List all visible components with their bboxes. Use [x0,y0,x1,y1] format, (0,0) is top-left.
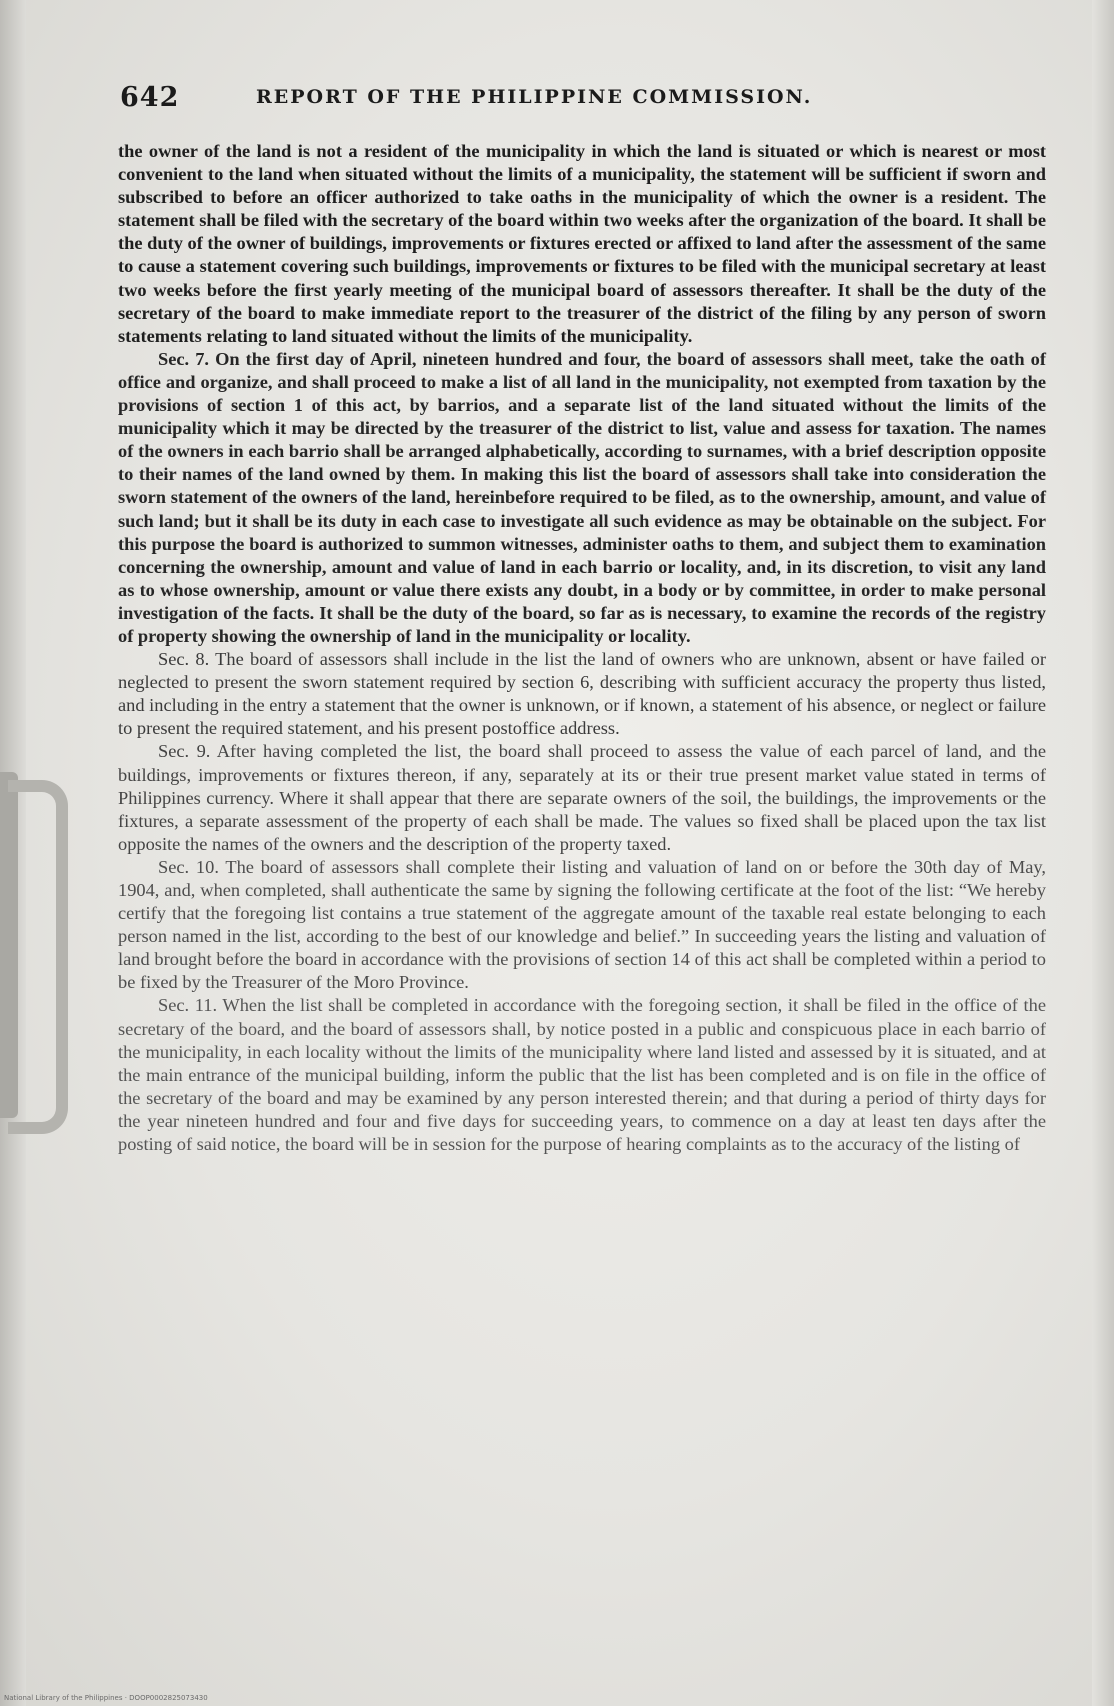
paragraph-section-7: Sec. 7. On the first day of April, nineteen hundred and four, the board of assessors shall meet, take the oath of office and organize, and shall proceed to make a list of all land in the municipality, not exempted from taxation by the provisions of section 1 of this act, by barrios, and a separate list of the land situated without the limits of the municipality which it may be directed by the treasurer of the district to list, value and assess for taxation. The names of the owners in each barrio shall be arranged alphabetically, according to surnames, with a brief description opposite to their names of the land owned by them. In making this list the board of assessors shall take into consideration the sworn statement of the owners of the land, hereinbefore required to be filed, as to the ownership, amount, and value of such land; but it shall be its duty in each case to investigate all such evidence as may be obtainable on the subject. For this purpose the board is authorized to summon witnesses, administer oaths to them, and subject them to examination concerning the ownership, amount and value of land in each barrio or locality, and, in its discretion, to visit any land as to whose ownership, amount or value there exists any doubt, in a body or by committee, in order to make personal investigation of the facts. It shall be the duty of the board, so far as is necessary, to examine the records of the registry of property showing the ownership of land in the municipality or locality. [118,348,1046,646]
page-header [118,80,1046,128]
binding-clip [8,780,68,1134]
paragraph-intro: the owner of the land is not a resident of the municipality in which the land is situated or which is nearest or most convenient to the land when situated without the limits of a municipality, the statement will be sufficient if sworn and subscribed to before an officer authorized to take oaths in the municipality of which the owner is a resident. The statement shall be filed with the secretary of the board within two weeks after the organization of the board. It shall be the duty of the owner of buildings, improvements or fixtures erected or affixed to land after the assessment of the same to cause a statement covering such buildings, improvements or fixtures to be filed with the municipal secretary at least two weeks before the first yearly meeting of the municipal board of assessors thereafter. It shall be the duty of the secretary of the board to make immediate report to the treasurer of the district of the filing by any person of sworn statements relating to land situated without the limits of the municipality. [118,141,1046,346]
paragraph-section-11: Sec. 11. When the list shall be completed in accordance with the foregoing section, it shall be filed in the office of the secretary of the board, and the board of assessors shall, by notice posted in a public and conspicuous place in each barrio of the municipality, in each locality without the limits of the municipality where land listed and assessed by it is situated, and at the main entrance of the municipal building, inform the public that the list has been completed and is on file in the office of the secretary of the board and may be examined by any person interested therein; and that during a period of thirty days for the year nineteen hundred and four and five days for succeeding years, to commence on a day at least ten days after the posting of said notice, the board will be in session for the purpose of hearing complaints as to the accuracy of the listing of [118,995,1046,1155]
paragraph-section-10: Sec. 10. The board of assessors shall complete their listing and valuation of land on or before the 30th day of May, 1904, and, when completed, shall authenticate the same by signing the following certificate at the foot of the list: “We hereby certify that the foregoing list contains a true statement of the aggregate amount of the taxable real estate belonging to each person named in the list, according to the best of our knowledge and belief.” In succeeding years the listing and valuation of land brought before the board in accordance with the provisions of section 14 of this act shall be completed within a period to be fixed by the Treasurer of the Moro Province. [118,856,1046,993]
page-number: 642 [120,82,180,113]
paragraph-section-8: Sec. 8. The board of assessors shall include in the list the land of owners who are unknown, absent or have failed or neglected to present the sworn statement required by section 6, describing with sufficient accuracy the property thus listed, and including in the entry a statement that the owner is unknown, or if known, a statement of his absence, or neglect or failure to present the required statement, and his present postoffice address. [118,649,1046,739]
body-text [118,140,1046,1156]
scan-credit: National Library of the Philippines · DOOP0002825073430 [4,1694,208,1702]
paragraph-section-9: Sec. 9. After having completed the list, the board shall proceed to assess the value of each parcel of land, and the buildings, improvements or fixtures thereon, if any, separately at its or their true present market value stated in terms of Philippines currency. Where it shall appear that there are separate owners of the soil, the buildings, the improvements or the fixtures, a separate assessment of the property of each shall be made. The values so fixed shall be placed upon the tax list opposite the names of the owners and the description of the property taxed. [118,741,1046,854]
page-right-edge-shadow [1092,0,1114,1706]
document-page [118,80,1046,1156]
running-title: REPORT OF THE PHILIPPINE COMMISSION. [256,86,813,108]
